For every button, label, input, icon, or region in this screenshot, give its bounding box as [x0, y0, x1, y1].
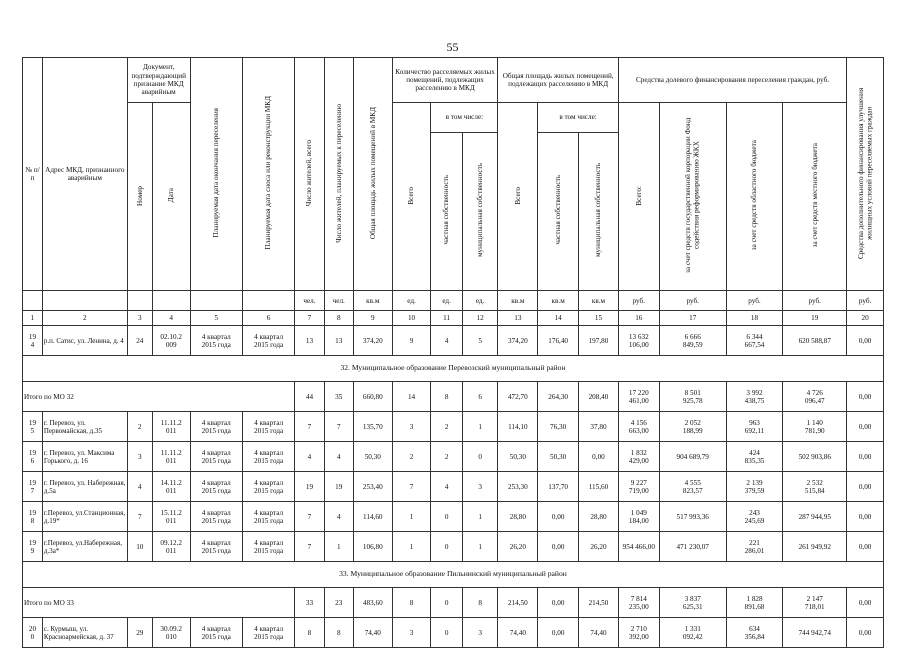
table-cell: 0 — [431, 502, 462, 532]
table-row — [23, 472, 884, 502]
table-cell: 4 — [324, 442, 353, 472]
table-cell: 0,00 — [847, 502, 884, 532]
table-row — [23, 532, 884, 562]
table-cell: 23 — [324, 588, 353, 618]
address-cell: г. Перевоз, ул. Первомайская, д.35 — [42, 412, 127, 442]
table-cell: 19 6 — [23, 442, 43, 472]
header-count-private: частная собственность — [442, 175, 451, 246]
table-cell: 176,40 — [538, 326, 579, 356]
table-cell: 13 632 106,00 — [618, 326, 659, 356]
address-cell: г.Перевоз, ул.Станционная, д.19* — [42, 502, 127, 532]
table-cell: 0,00 — [847, 442, 884, 472]
table-cell: 3 — [462, 618, 498, 648]
unit-cell: чел. — [295, 291, 324, 311]
table-cell: 0,00 — [847, 532, 884, 562]
table-cell: 214,50 — [579, 588, 619, 618]
table-cell: 2 — [431, 412, 462, 442]
column-number-cell: 4 — [152, 311, 190, 326]
table-cell: 35 — [324, 382, 353, 412]
table-cell: 7 — [392, 472, 431, 502]
table-cell: 0,00 — [579, 442, 619, 472]
header-area-in-that: в том числе: — [538, 103, 619, 133]
header-doc-date: Дата — [167, 188, 176, 203]
address-cell: с. Курмыш, ул. Красноармейская, д. 37 — [42, 618, 127, 648]
table-cell: 208,40 — [579, 382, 619, 412]
column-number-cell: 8 — [324, 311, 353, 326]
table-cell: 424 835,35 — [726, 442, 783, 472]
unit-cell: руб. — [618, 291, 659, 311]
table-cell: 4 квартал 2015 года — [190, 326, 242, 356]
table-cell: 4 156 663,00 — [618, 412, 659, 442]
table-row — [23, 618, 884, 648]
table-cell: 74,40 — [353, 618, 392, 648]
table-cell: 135,70 — [353, 412, 392, 442]
table-row — [23, 326, 884, 356]
unit-cell: руб. — [783, 291, 847, 311]
table-cell: 4 — [324, 502, 353, 532]
table-cell: 904 689,79 — [659, 442, 726, 472]
table-cell: 374,20 — [498, 326, 538, 356]
table-cell: 3 837 625,31 — [659, 588, 726, 618]
table-cell: 0,00 — [538, 618, 579, 648]
table-cell: 17 220 461,00 — [618, 382, 659, 412]
table-cell: 253,40 — [353, 472, 392, 502]
unit-cell: ед. — [392, 291, 431, 311]
column-number-cell: 19 — [783, 311, 847, 326]
table-cell: 19 8 — [23, 502, 43, 532]
header-count-group: Количество расселяемых жилых помещений, подлежащих расселению в МКД — [392, 58, 498, 103]
table-cell: 1 — [462, 502, 498, 532]
header-area-private: частная собственность — [554, 175, 562, 246]
table-cell: 517 993,36 — [659, 502, 726, 532]
table-cell: 0 — [431, 532, 462, 562]
column-number-cell: 2 — [42, 311, 127, 326]
column-number-cell: 11 — [431, 311, 462, 326]
table-cell: 8 — [295, 618, 324, 648]
column-number-cell: 5 — [190, 311, 242, 326]
header-count-municipal: муниципальная собственность — [475, 163, 484, 258]
table-cell: 2 710 392,00 — [618, 618, 659, 648]
table-cell: 3 — [392, 618, 431, 648]
table-cell: 4 квартал 2015 года — [190, 412, 242, 442]
table-cell: 13 — [324, 326, 353, 356]
table-cell: 1 140 781,90 — [783, 412, 847, 442]
table-cell: 50,30 — [353, 442, 392, 472]
section-row — [23, 356, 884, 382]
table-cell: 14 — [392, 382, 431, 412]
table-cell: 4 квартал 2015 года — [242, 502, 294, 532]
header-fund-local: за счет средств местного бюджета — [810, 143, 819, 248]
table-cell: 19 4 — [23, 326, 43, 356]
table-header — [23, 58, 884, 326]
table-cell: 2 — [127, 412, 152, 442]
table-cell: 483,60 — [353, 588, 392, 618]
table-cell: 7 — [295, 502, 324, 532]
table-row — [23, 502, 884, 532]
table-cell: 1 049 184,00 — [618, 502, 659, 532]
table-cell: 660,80 — [353, 382, 392, 412]
total-row — [23, 588, 884, 618]
header-fund-region: за счет средств областного бюджета — [750, 140, 759, 251]
table-cell: 0,00 — [847, 412, 884, 442]
table-cell: 8 — [324, 618, 353, 648]
table-cell: 472,70 — [498, 382, 538, 412]
table-row — [23, 412, 884, 442]
table-row — [23, 442, 884, 472]
total-label: Итого по МО 32 — [23, 382, 295, 412]
table-cell: 10 — [127, 532, 152, 562]
column-number-cell: 15 — [579, 311, 619, 326]
table-cell: 4 — [295, 442, 324, 472]
table-cell: 744 942,74 — [783, 618, 847, 648]
table-cell: 15.11.2 011 — [152, 502, 190, 532]
address-cell: г. Перевоз, ул. Максима Горького, д. 16 — [42, 442, 127, 472]
table-cell: 24 — [127, 326, 152, 356]
table-cell: 115,60 — [579, 472, 619, 502]
table-cell: 4 — [431, 472, 462, 502]
section-row — [23, 562, 884, 588]
table-cell: 4 квартал 2015 года — [242, 618, 294, 648]
units-row — [23, 291, 884, 311]
table-cell: 471 230,07 — [659, 532, 726, 562]
table-cell: 1 — [392, 532, 431, 562]
unit-cell — [127, 291, 152, 311]
table-cell: 19 7 — [23, 472, 43, 502]
unit-cell: ед. — [462, 291, 498, 311]
table-cell: 37,80 — [579, 412, 619, 442]
table-cell: 8 — [392, 588, 431, 618]
table-cell: 137,70 — [538, 472, 579, 502]
table-cell: 11.11.2 011 — [152, 442, 190, 472]
table-cell: 4 квартал 2015 года — [242, 326, 294, 356]
table-cell: 0,00 — [847, 472, 884, 502]
table-cell: 74,40 — [579, 618, 619, 648]
table-cell: 4 квартал 2015 года — [190, 532, 242, 562]
table-cell: 19 9 — [23, 532, 43, 562]
table-cell: 7 814 235,00 — [618, 588, 659, 618]
unit-cell: руб. — [847, 291, 884, 311]
column-number-cell: 17 — [659, 311, 726, 326]
table-cell: 8 — [462, 588, 498, 618]
column-numbers-row — [23, 311, 884, 326]
table-cell: 264,30 — [538, 382, 579, 412]
table-cell: 4 — [431, 326, 462, 356]
table-cell: 3 — [462, 472, 498, 502]
table-cell: 13 — [295, 326, 324, 356]
table-cell: 620 588,87 — [783, 326, 847, 356]
table-cell: 1 — [462, 532, 498, 562]
column-number-cell: 12 — [462, 311, 498, 326]
header-planned-demolish: Планируемая дата сноса или реконструкции МКД — [264, 96, 273, 250]
table-cell: 954 466,00 — [618, 532, 659, 562]
unit-cell — [42, 291, 127, 311]
table-cell: 6 — [462, 382, 498, 412]
header-funding-group: Средства долевого финансирования переселения граждан, руб. — [618, 58, 846, 103]
table-cell: 4 квартал 2015 года — [190, 502, 242, 532]
unit-cell — [152, 291, 190, 311]
table-cell: 11.11.2 011 — [152, 412, 190, 442]
header-doc-number: Номер — [135, 185, 144, 206]
table-cell: 287 944,95 — [783, 502, 847, 532]
table-cell: 4 — [127, 472, 152, 502]
address-cell: г.Перевоз, ул.Набережная, д.3а* — [42, 532, 127, 562]
unit-cell: кв.м — [538, 291, 579, 311]
address-cell: р.п. Сатис, ул. Ленина, д. 4 — [42, 326, 127, 356]
header-fund-gk: за счет средств государственной корпорации Фонд содействия реформированию ЖКХ — [684, 117, 701, 274]
table-cell: 30.09.2 010 — [152, 618, 190, 648]
table-cell: 0 — [431, 618, 462, 648]
table-cell: 253,30 — [498, 472, 538, 502]
table-cell: 0 — [462, 442, 498, 472]
column-number-cell: 9 — [353, 311, 392, 326]
table-cell: 44 — [295, 382, 324, 412]
table-cell: 963 692,11 — [726, 412, 783, 442]
table-cell: 221 286,01 — [726, 532, 783, 562]
table-cell: 2 — [392, 442, 431, 472]
table-cell: 4 квартал 2015 года — [242, 472, 294, 502]
column-number-cell: 13 — [498, 311, 538, 326]
header-fund-total: Всего: — [634, 185, 643, 206]
header-total-area: Общая площадь жилых помещений в МКД — [368, 106, 377, 240]
unit-cell: кв.м — [353, 291, 392, 311]
table-cell: 9 — [392, 326, 431, 356]
table-cell: 1 — [462, 412, 498, 442]
header-count-total: Всего — [407, 186, 416, 205]
table-cell: 4 726 096,47 — [783, 382, 847, 412]
table-cell: 8 501 925,78 — [659, 382, 726, 412]
total-row — [23, 382, 884, 412]
table-cell: 3 992 438,75 — [726, 382, 783, 412]
table-cell: 29 — [127, 618, 152, 648]
table-cell: 214,50 — [498, 588, 538, 618]
table-cell: 6 344 667,54 — [726, 326, 783, 356]
column-number-cell: 14 — [538, 311, 579, 326]
header-no: № п/ п — [23, 58, 43, 291]
table-cell: 1 — [392, 502, 431, 532]
table-cell: 28,80 — [579, 502, 619, 532]
unit-cell: руб. — [659, 291, 726, 311]
table-cell: 0,00 — [847, 588, 884, 618]
column-number-cell: 3 — [127, 311, 152, 326]
table-cell: 7 — [295, 532, 324, 562]
column-number-cell: 6 — [242, 311, 294, 326]
table-cell: 0 — [431, 588, 462, 618]
table-cell: 1 — [324, 532, 353, 562]
table-cell: 6 666 849,59 — [659, 326, 726, 356]
address-cell: г. Перевоз, ул. Набережная, д.5а — [42, 472, 127, 502]
header-residents-planned: Число жителей, планируемых к переселению — [334, 103, 343, 243]
table-cell: 50,30 — [538, 442, 579, 472]
table-cell: 0,00 — [847, 326, 884, 356]
table-cell: 19 — [295, 472, 324, 502]
table-cell: 634 356,84 — [726, 618, 783, 648]
table-cell: 74,40 — [498, 618, 538, 648]
table-cell: 0,00 — [538, 532, 579, 562]
table-cell: 2 139 379,59 — [726, 472, 783, 502]
table-cell: 26,20 — [498, 532, 538, 562]
table-cell: 502 903,86 — [783, 442, 847, 472]
section-title: 33. Муниципальное образование Пильнинский муниципальный район — [23, 562, 884, 588]
table-cell: 0,00 — [847, 618, 884, 648]
header-area-group: Общая площадь жилых помещений, подлежащих расселению в МКД — [498, 58, 618, 103]
table-cell: 33 — [295, 588, 324, 618]
table-cell: 114,10 — [498, 412, 538, 442]
table-cell: 4 квартал 2015 года — [190, 442, 242, 472]
table-cell: 09.12.2 011 — [152, 532, 190, 562]
table-cell: 26,20 — [579, 532, 619, 562]
table-cell: 2 532 515,84 — [783, 472, 847, 502]
total-label: Итого по МО 33 — [23, 588, 295, 618]
unit-cell — [190, 291, 242, 311]
table-cell: 261 949,92 — [783, 532, 847, 562]
header-area-municipal: муниципальная собственность — [594, 163, 603, 258]
table-cell: 4 555 823,57 — [659, 472, 726, 502]
table-cell: 4 квартал 2015 года — [242, 532, 294, 562]
table-cell: 7 — [295, 412, 324, 442]
table-cell: 2 147 718,01 — [783, 588, 847, 618]
table-cell: 20 0 — [23, 618, 43, 648]
table-cell: 3 — [392, 412, 431, 442]
column-number-cell: 18 — [726, 311, 783, 326]
table-cell: 106,80 — [353, 532, 392, 562]
table-cell: 14.11.2 011 — [152, 472, 190, 502]
column-number-cell: 20 — [847, 311, 884, 326]
table-cell: 3 — [127, 442, 152, 472]
table-cell: 19 — [324, 472, 353, 502]
table-cell: 4 квартал 2015 года — [190, 618, 242, 648]
section-title: 32. Муниципальное образование Перевозский муниципальный район — [23, 356, 884, 382]
table-cell: 1 828 891,68 — [726, 588, 783, 618]
unit-cell: руб. — [726, 291, 783, 311]
table-cell: 243 245,69 — [726, 502, 783, 532]
table-cell: 0,00 — [847, 382, 884, 412]
header-area-total: Всего — [513, 186, 522, 205]
table-cell: 9 227 719,00 — [618, 472, 659, 502]
table-cell: 7 — [127, 502, 152, 532]
table-cell: 197,80 — [579, 326, 619, 356]
table-cell: 0,00 — [538, 588, 579, 618]
header-extra-funding: Средства дополнительного финансирования улучшения жилищных условий переселяемых граждан — [856, 87, 874, 259]
header-planned-end: Планируемая дата окончания переселения — [212, 108, 221, 238]
header-count-in-that: в том числе: — [431, 103, 498, 133]
column-number-cell: 16 — [618, 311, 659, 326]
table-cell: 4 квартал 2015 года — [242, 442, 294, 472]
table-cell: 02.10.2 009 — [152, 326, 190, 356]
column-number-cell: 1 — [23, 311, 43, 326]
column-number-cell: 7 — [295, 311, 324, 326]
unit-cell — [23, 291, 43, 311]
unit-cell: кв.м — [579, 291, 619, 311]
resettlement-table — [22, 57, 884, 648]
table-cell: 0,00 — [538, 502, 579, 532]
table-cell: 7 — [324, 412, 353, 442]
table-cell: 50,30 — [498, 442, 538, 472]
table-cell: 374,20 — [353, 326, 392, 356]
table-cell: 19 5 — [23, 412, 43, 442]
unit-cell: ед. — [431, 291, 462, 311]
table-body — [23, 326, 884, 648]
table-cell: 8 — [431, 382, 462, 412]
table-cell: 2 — [431, 442, 462, 472]
header-address: Адрес МКД, признанного аварийным — [42, 58, 127, 291]
unit-cell: кв.м — [498, 291, 538, 311]
table-cell: 1 331 092,42 — [659, 618, 726, 648]
header-document: Документ, подтверждающий признание МКД аварийным — [127, 58, 190, 103]
unit-cell — [242, 291, 294, 311]
table-cell: 2 052 188,99 — [659, 412, 726, 442]
table-cell: 5 — [462, 326, 498, 356]
page-number: 55 — [446, 40, 459, 54]
table-cell: 1 832 429,00 — [618, 442, 659, 472]
table-cell: 114,60 — [353, 502, 392, 532]
header-residents-total: Число жителей, всего — [305, 139, 314, 207]
table-cell: 28,80 — [498, 502, 538, 532]
table-cell: 76,30 — [538, 412, 579, 442]
table-cell: 4 квартал 2015 года — [190, 472, 242, 502]
table-cell: 4 квартал 2015 года — [242, 412, 294, 442]
unit-cell: чел. — [324, 291, 353, 311]
column-number-cell: 10 — [392, 311, 431, 326]
